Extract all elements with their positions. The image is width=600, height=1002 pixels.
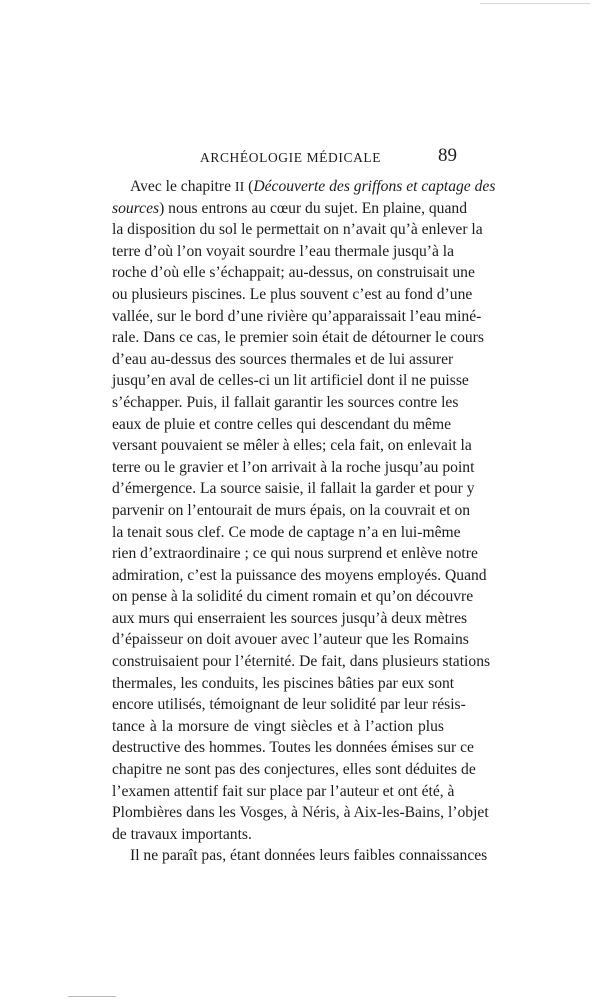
text-line: aux murs qui enserraient les sources jusqu’à deux mètres <box>112 609 468 627</box>
text-line: encore utilisés, témoignant de leur solidité par leur résis- <box>112 696 466 714</box>
text-line: parvenir on l’entourait de murs épais, on la couvrait et on <box>112 501 471 519</box>
text-line: rale. Dans ce cas, le premier soin était de détourner le cours <box>112 329 484 347</box>
text-line: ou plusieurs piscines. Le plus souvent c’est au fond d’une <box>112 285 473 303</box>
text-line: s’échapper. Puis, il fallait garantir les sources contre les <box>112 393 459 411</box>
text-line: la tenait sous clef. Ce mode de captage n’a en lui-même <box>112 523 461 541</box>
text-line: roche d’où elle s’échappait; au-dessus, on construisait une <box>112 264 475 282</box>
text-line: de travaux importants. <box>112 825 252 843</box>
page-number: 89 <box>438 145 457 166</box>
text-line: d’émergence. La source saisie, il fallait la garder et pour y <box>112 480 475 498</box>
text-line: construisaient pour l’éternité. De fait, dans plusieurs stations <box>112 653 491 671</box>
text-line: terre d’où l’on voyait sourdre l’eau thermale jusqu’à la <box>112 242 455 260</box>
text-line: eaux de pluie et contre celles qui descendant du même <box>112 415 452 433</box>
text-line: la disposition du sol le permettait on n’avait qu’à enlever la <box>112 221 483 239</box>
scan-edge-mark <box>480 3 590 4</box>
text-line: Plombières dans les Vosges, à Néris, à Aix-les-Bains, l’objet <box>112 804 489 822</box>
text-line: chapitre ne sont pas des conjectures, elles sont déduites de <box>112 761 476 779</box>
text-line: versant pouvaient se mêler à elles; cela fait, on enlevait la <box>112 437 472 455</box>
text-line: sources) nous entrons au cœur du sujet. En plaine, quand <box>112 199 467 217</box>
running-title: ARCHÉOLOGIE MÉDICALE <box>200 150 382 165</box>
text-line: d’eau au-dessus des sources thermales et de lui assurer <box>112 350 454 368</box>
body-text <box>112 176 496 867</box>
emphasis: sources <box>112 199 160 217</box>
text-line: thermales, les conduits, les piscines bâties par eux sont <box>112 674 455 692</box>
text-line: rien d’extraordinaire ; ce qui nous surprend et enlève notre <box>112 545 478 563</box>
text-line: jusqu’en aval de celles-ci un lit artificiel dont il ne puisse <box>112 372 469 390</box>
text-line: Il ne paraît pas, étant données leurs faibles connaissances <box>130 847 488 865</box>
text-line: vallée, sur le bord d’une rivière qu’apparaissait l’eau miné- <box>112 307 482 325</box>
text-line: Avec le chapitre II (Découverte des griffons et captage des <box>130 178 496 195</box>
text-line: tance à la morsure de vingt siècles et à l’action plus <box>112 717 444 735</box>
text-line: on pense à la solidité du ciment romain et qu’on découvre <box>112 588 474 606</box>
scan-edge-mark <box>68 996 116 997</box>
page-header <box>112 145 457 170</box>
text-line: d’épaisseur on doit avouer avec l’auteur que les Romains <box>112 631 469 649</box>
text-line: admiration, c’est la puissance des moyens employés. Quand <box>112 566 487 584</box>
text-line: l’examen attentif fait sur place par l’auteur et ont été, à <box>112 782 455 800</box>
emphasis: Découverte des griffons et captage des <box>253 178 496 195</box>
text-line: terre ou le gravier et l’on arrivait à la roche jusqu’au point <box>112 458 475 476</box>
text-line: destructive des hommes. Toutes les données émises sur ce <box>112 739 474 757</box>
